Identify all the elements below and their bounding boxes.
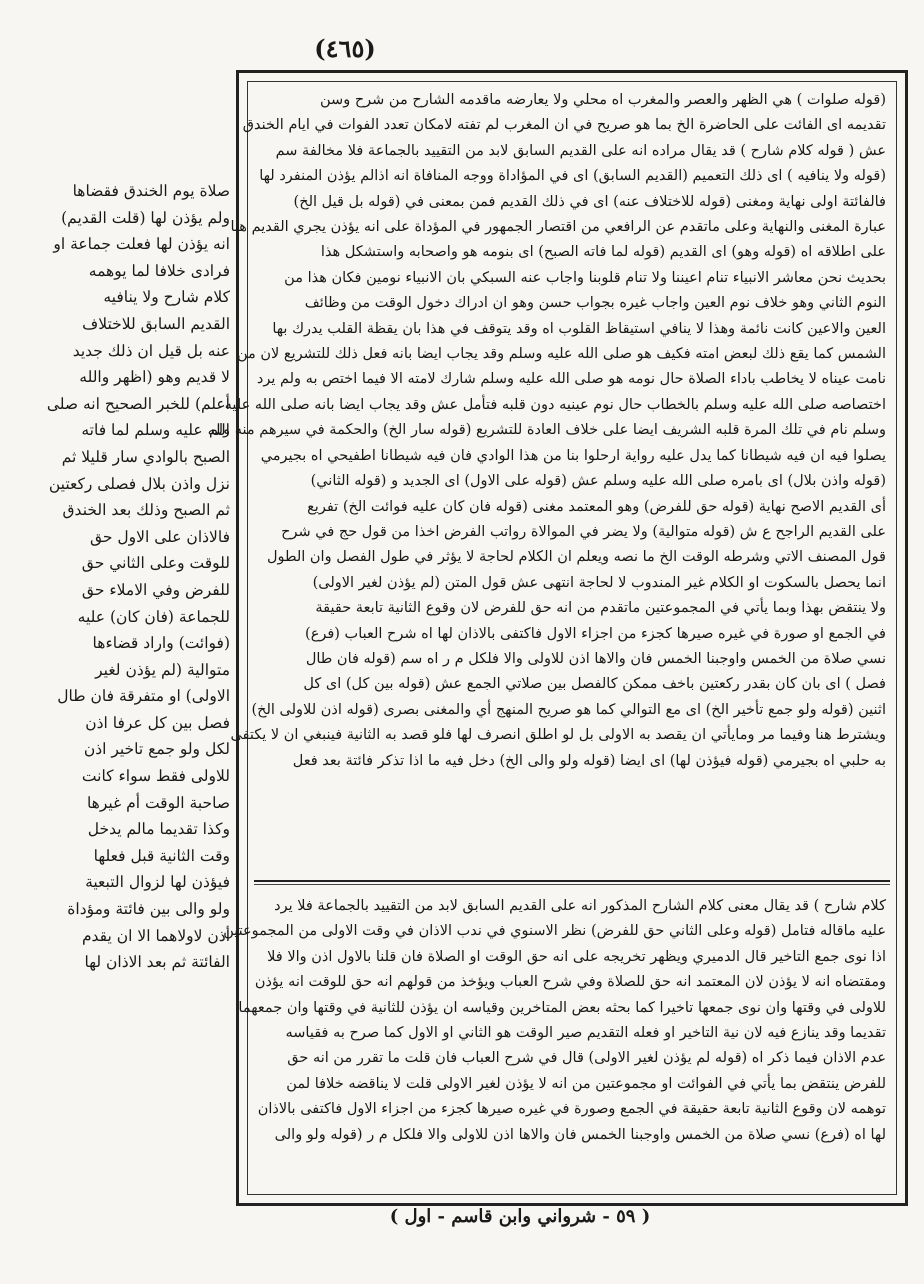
text-line: اذا نوى جمع التاخير قال الدميري ويظهر تخريجه على انه حق الوقت او الصلاة فان قلنا بالاول اذن والا فلا (267, 948, 886, 965)
text-line: القديم السابق للاختلاف (82, 314, 230, 333)
text-line: متوالية (لم يؤذن لغير (95, 660, 230, 679)
text-line: أعلم) للخبر الصحيح انه صلى (46, 394, 230, 413)
margin-text-column (20, 178, 230, 972)
text-line: تقديمه اى الفائت على الحاضرة الخ بما هو صريح في ان المغرب لم تفته لامكان تعدد الفوات في ايام الخندق (242, 117, 886, 134)
text-line: الشمس كما يقع ذلك لبعض امته فكيف هو صلى الله عليه وسلم وقد يجاب ايضا بانه فعل ذلك للتشريع لان من (236, 346, 886, 363)
text-line: ولا ينتقض بهذا وبما يأتي في المجموعتين ماتقدم من انه حق للفرض لان وقوع الثانية تابعة حقيقة (315, 600, 886, 617)
text-line: للجماعة (فان كان) عليه (77, 607, 230, 626)
section-divider-thin (254, 884, 890, 885)
commentary-inner-frame (209, 81, 897, 1195)
page-number: (٤٦٥) (314, 34, 376, 63)
text-line: على اطلاقه اه (قوله وهو) اى القديم (قوله لما فاته الصبح) اى بنومه هو واصحابه واستشكل هذا (320, 244, 886, 261)
commentary-top-block (209, 88, 886, 872)
text-line: (فوائت) واراد قضاءها (92, 634, 230, 653)
commentary-bottom-block (223, 894, 886, 1194)
text-line: اثنين (قوله ولو جمع تأخير الخ) اى مع التوالي كما هو صريح المنهج أي والمغنى بصرى (قوله اذن للاولى الخ) (251, 701, 886, 718)
text-line: أى القديم الاصح نهاية (قوله حق للفرض) وهو المعتمد مغنى (قوله فان كان عليه فوائت الخ) تفريع (307, 498, 886, 515)
text-line: لها اه (فرع) نسي صلاة من الخمس واوجبنا الخمس فان والاها اذن للاولى والا فلكل م ر (قوله ولو والى (274, 1126, 886, 1143)
text-line: لكل ولو جمع تاخير اذن (83, 740, 230, 759)
text-line: للوقت وعلى الثاني حق (81, 554, 230, 573)
text-line: توهمه لان وقوع الثانية تابعة حقيقة في الجمع وصورة في غيره صيرها كجزء من اجزاء الاول فاكتفى بالاذان (257, 1101, 886, 1118)
commentary-frame (209, 70, 908, 1206)
text-line: ومقتضاه انه لا يؤذن لان المعتمد انه حق للصلاة وفي شرح العباب ويؤخذ من قولهم انه حق للوقت انه يؤذن (254, 974, 886, 991)
text-line: اختصاصه صلى الله عليه وسلم بالخطاب حال نوم عينيه دون قلبه فتأمل عش وقد يجاب ايضا بانه صلى الله عليه (224, 396, 886, 413)
text-line: انه يؤذن لها فعلت جماعة او (53, 235, 230, 254)
text-line: كلام شارح ) قد يقال معنى كلام الشارح المذكور انه على القديم السابق لابد من التقييد بالجماعة فلا يرد (274, 898, 886, 914)
text-line: وكذا تقديما مالم يدخل (87, 820, 230, 839)
text-line: لا قديم وهو (اظهر والله (79, 368, 230, 387)
text-line: ثم الصبح وذلك بعد الخندق (62, 501, 230, 520)
text-line: للاولى فقط سواء كانت (81, 767, 230, 786)
text-line: ولم يؤذن لها (قلت القديم) (61, 208, 230, 227)
text-line: فصل ) اى بان كان بقدر ركعتين باخف ممكن كالفصل بين صلاتي الجمع عش (قوله بين كل) اى كل (303, 676, 886, 693)
text-line: نسي صلاة من الخمس واوجبنا الخمس فان والاها اذن للاولى والا فلكل م ر اه سم (قوله فان طال (305, 650, 886, 667)
text-line: يصلوا فيه ان فيه شيطانا كما يدل عليه رواية ارحلوا بنا من هذا الوادي فان فيه شيطانا اطفيحي اه بجيرمي (260, 447, 886, 464)
text-line: العين والاعين كانت نائمة وهذا لا ينافي استيقاظ القلوب اه وقد يتوقف في هذا بان يقظة القلب يدرك بها (272, 320, 886, 337)
text-line: الله عليه وسلم لما فاته (81, 421, 230, 440)
text-line: فصل بين كل عرفا اذن (85, 713, 230, 732)
page-footer: ( ٥٩ - شرواني وابن قاسم - اول ) (389, 1206, 651, 1227)
text-line: فيؤذن لها لزوال التبعية (85, 873, 230, 892)
text-line: في الجمع او صورة في غيره صيرها كجزء من اجزاء الاول فاكتفى بالاذان لها اه شرح العباب (فرع) (305, 625, 886, 642)
text-line: صاحبة الوقت أم غيرها (86, 793, 230, 812)
text-line: النوم الثاني وهو خلاف نوم العين واجاب غيره بجواب حسن وهو ان ادراك دخول الوقت من وظائف (304, 295, 886, 312)
text-line: الصبح بالوادي سار قليلا ثم (61, 447, 230, 466)
text-line: عليه ماقاله فتامل (قوله وعلى الثاني حق للفرض) نظر الاسنوي في ندب الاذان في وقت الاولى من المجموعتين (223, 923, 886, 940)
text-line: كلام شارح ولا ينافيه (103, 288, 230, 307)
text-line: ويشترط هنا وفيما مر ومايأتي ان يقصد به الاولى بل لو اطلق انصرف لها فلو قصد به الثانية فينبغي ان لا يكتفى (230, 727, 886, 744)
text-line: فرادى خلافا لما يوهمه (88, 261, 230, 280)
text-line: أذن لاولاهما الا ان يقدم (81, 926, 230, 945)
text-line: الفائتة ثم بعد الاذان لها (84, 953, 230, 972)
text-line: عنه بل قيل ان ذلك جديد (72, 341, 230, 360)
text-line: انما يحصل بالسكوت او الكلام غير المندوب لا لحاجة انتهى عش قول المتن (لم يؤذن لغير الاولى) (312, 574, 886, 591)
text-line: عش ( قوله كلام شارح ) قد يقال مراده انه على القديم السابق لابد من التقييد بالجماعة فلا مخالفة سم (275, 142, 886, 159)
text-line: فالفائتة اولى نهاية ومغنى (قوله للاختلاف عنه) اى في ذلك القديم فمن بمعنى في (قوله بل قيل الخ) (293, 193, 886, 210)
text-line: على القديم الراجح ع ش (قوله متوالية) ولا يضر في الموالاة رواتب الفرض اخذا من قول حج في شرح (281, 523, 886, 540)
text-line: الاولى) او متفرقة فان طال (57, 687, 230, 706)
section-divider (254, 880, 890, 882)
text-line: (قوله واذن بلال) اى بامره صلى الله عليه وسلم عش (قوله على الاول) اى الجديد و (قوله الثاني) (310, 473, 886, 490)
text-line: (قوله ولا ينافيه ) اى ذلك التعميم (القديم السابق) اى في المؤاداة ووجه المنافاة انه اذالم يؤذن المنفرد لها (259, 168, 886, 185)
text-line: للفرض ينتقض بما يأتي في الفوائت او مجموعتين من انه لا يؤذن لغير الاولى قلت لا يناقضه خلافا لمن (286, 1075, 886, 1092)
text-line: ولو والى بين فائتة ومؤداة (67, 900, 230, 919)
text-line: (قوله صلوات ) هي الظهر والعصر والمغرب اه محلي ولا يعارضه ماقدمه الشارح من شرح وسن (320, 92, 886, 108)
text-line: وقت الثانية قبل فعلها (93, 846, 230, 865)
text-line: تقديما وقد ينازع فيه لان نية التاخير او فعله التقديم صير الوقت هو الثاني او الاول كما صرح به فقياسه (285, 1025, 886, 1042)
text-line: نزل واذن بلال فصلى ركعتين (48, 474, 230, 493)
text-line: وسلم نام في تلك المرة قلبه الشريف ايضا على خلاف العادة للتشريع (قوله سار الخ) والحكمة في سيرهم منه ولم (209, 422, 886, 439)
text-line: عبارة المغنى والنهاية وعلى ماتقدم عن الرافعي من اقتصار الجمهور في المؤداة على انه يؤذن يجري القديم هنا (230, 219, 886, 236)
text-line: بحديث نحن معاشر الانبياء تنام اعيننا ولا تنام قلوبنا واجاب عنه السبكي بان الانبياء نومين فكان هذا من (284, 269, 886, 286)
text-line: به حلبي اه بجيرمي (قوله فيؤذن لها) اى ايضا (قوله ولو والى الخ) دخل فيه ما اذا تذكر فائتة بعد فعل (292, 752, 886, 769)
text-line: فالاذان على الاول حق (89, 527, 230, 546)
text-line: عدم الاذان فيما ذكر اه (قوله لم يؤذن لغير الاولى) قال في شرح العباب فان قلت ما تقرر من انه حق (287, 1050, 886, 1067)
text-line: للاولى في وقتها وان نوى جمعها تاخيرا كما بحثه بعض المتاخرين وقياسه ان يؤذن للثانية في وقتها وان جمعهما (238, 999, 886, 1016)
text-line: للفرض وفي الاملاء حق (81, 580, 230, 599)
text-line: نامت عيناه لا يخاطب باداء الصلاة حال نومه هو صلى الله عليه وسلم شارك لامته الا فيما اختص به ولم يرد (256, 371, 886, 388)
text-line: صلاة يوم الخندق فقضاها (72, 182, 230, 200)
text-line: قول المصنف الاتي وشرطه الوقت الخ ما نصه ويعلم ان الكلام لحاجة لا يؤثر في طول الفصل وان الطول (266, 549, 886, 566)
